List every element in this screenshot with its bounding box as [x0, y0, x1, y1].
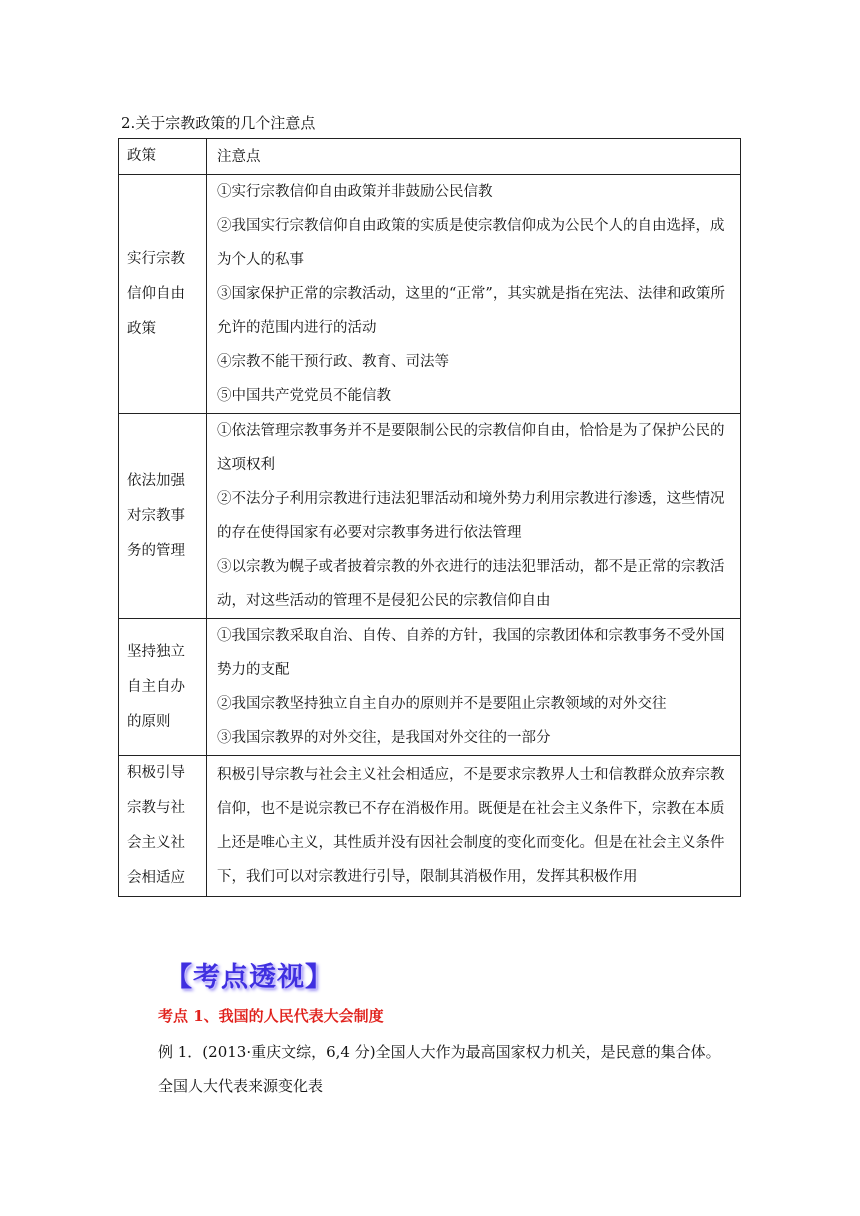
- kaodian-title: 考点 1、我国的人民代表大会制度: [158, 1007, 384, 1025]
- table-row: [119, 619, 741, 756]
- table-row: [119, 175, 741, 414]
- kaodian-banner: 【考点透视】: [165, 962, 333, 993]
- notes-cell: [207, 414, 741, 619]
- header-policy: 政策: [119, 139, 207, 175]
- policy-cell: 坚持独立自主自办的原则: [119, 619, 207, 756]
- note-item: ③国家保护正常的宗教活动，这里的“正常”，其实就是指在宪法、法律和政策所允许的范围内进行的活动: [217, 286, 725, 336]
- example-question: 例 1．(2013·重庆文综，6,4 分)全国人大作为最高国家权力机关，是民意的集合体。: [158, 1043, 721, 1061]
- note-item: ①依法管理宗教事务并不是要限制公民的宗教信仰自由，恰恰是为了保护公民的这项权利: [217, 423, 725, 473]
- note-item: ②不法分子利用宗教进行违法犯罪活动和境外势力利用宗教进行渗透，这些情况的存在使得国家有必要对宗教事务进行依法管理: [217, 491, 725, 541]
- policy-cell: 实行宗教信仰自由政策: [119, 175, 207, 414]
- note-item: ②我国实行宗教信仰自由政策的实质是使宗教信仰成为公民个人的自由选择，成为个人的私事: [217, 218, 725, 268]
- table-row: [119, 414, 741, 619]
- table-caption: 全国人大代表来源变化表: [158, 1077, 324, 1095]
- table-row: [119, 756, 741, 897]
- section-title: 2.关于宗教政策的几个注意点: [121, 114, 316, 132]
- note-item: ③我国宗教界的对外交往，是我国对外交往的一部分: [217, 730, 551, 746]
- note-item: ③以宗教为幌子或者披着宗教的外衣进行的违法犯罪活动，都不是正常的宗教活动，对这些活动的管理不是侵犯公民的宗教信仰自由: [217, 559, 725, 609]
- note-item: ④宗教不能干预行政、教育、司法等: [217, 354, 449, 370]
- note-item: ①实行宗教信仰自由政策并非鼓励公民信教: [217, 184, 493, 200]
- header-notes: 注意点: [207, 139, 741, 175]
- note-item: ⑤中国共产党党员不能信教: [217, 388, 391, 404]
- policy-table: [118, 138, 741, 897]
- policy-cell: 积极引导宗教与社会主义社会相适应: [119, 756, 207, 897]
- notes-cell: [207, 756, 741, 897]
- note-item: ①我国宗教采取自治、自传、自养的方针，我国的宗教团体和宗教事务不受外国势力的支配: [217, 628, 725, 678]
- note-item: ②我国宗教坚持独立自主自办的原则并不是要阻止宗教领域的对外交往: [217, 696, 667, 712]
- notes-cell: [207, 619, 741, 756]
- note-item: 积极引导宗教与社会主义社会相适应，不是要求宗教界人士和信教群众放弃宗教信仰，也不是说宗教已不存在消极作用。既便是在社会主义条件下，宗教在本质上还是唯心主义，其性质并没有因社会制度的变化而变化。但是在社会主义条件下，我们可以对宗教进行引导，限制其消极作用，发挥其积极作用: [217, 767, 725, 885]
- policy-cell: 依法加强对宗教事务的管理: [119, 414, 207, 619]
- table-header-row: [119, 139, 741, 175]
- notes-cell: [207, 175, 741, 414]
